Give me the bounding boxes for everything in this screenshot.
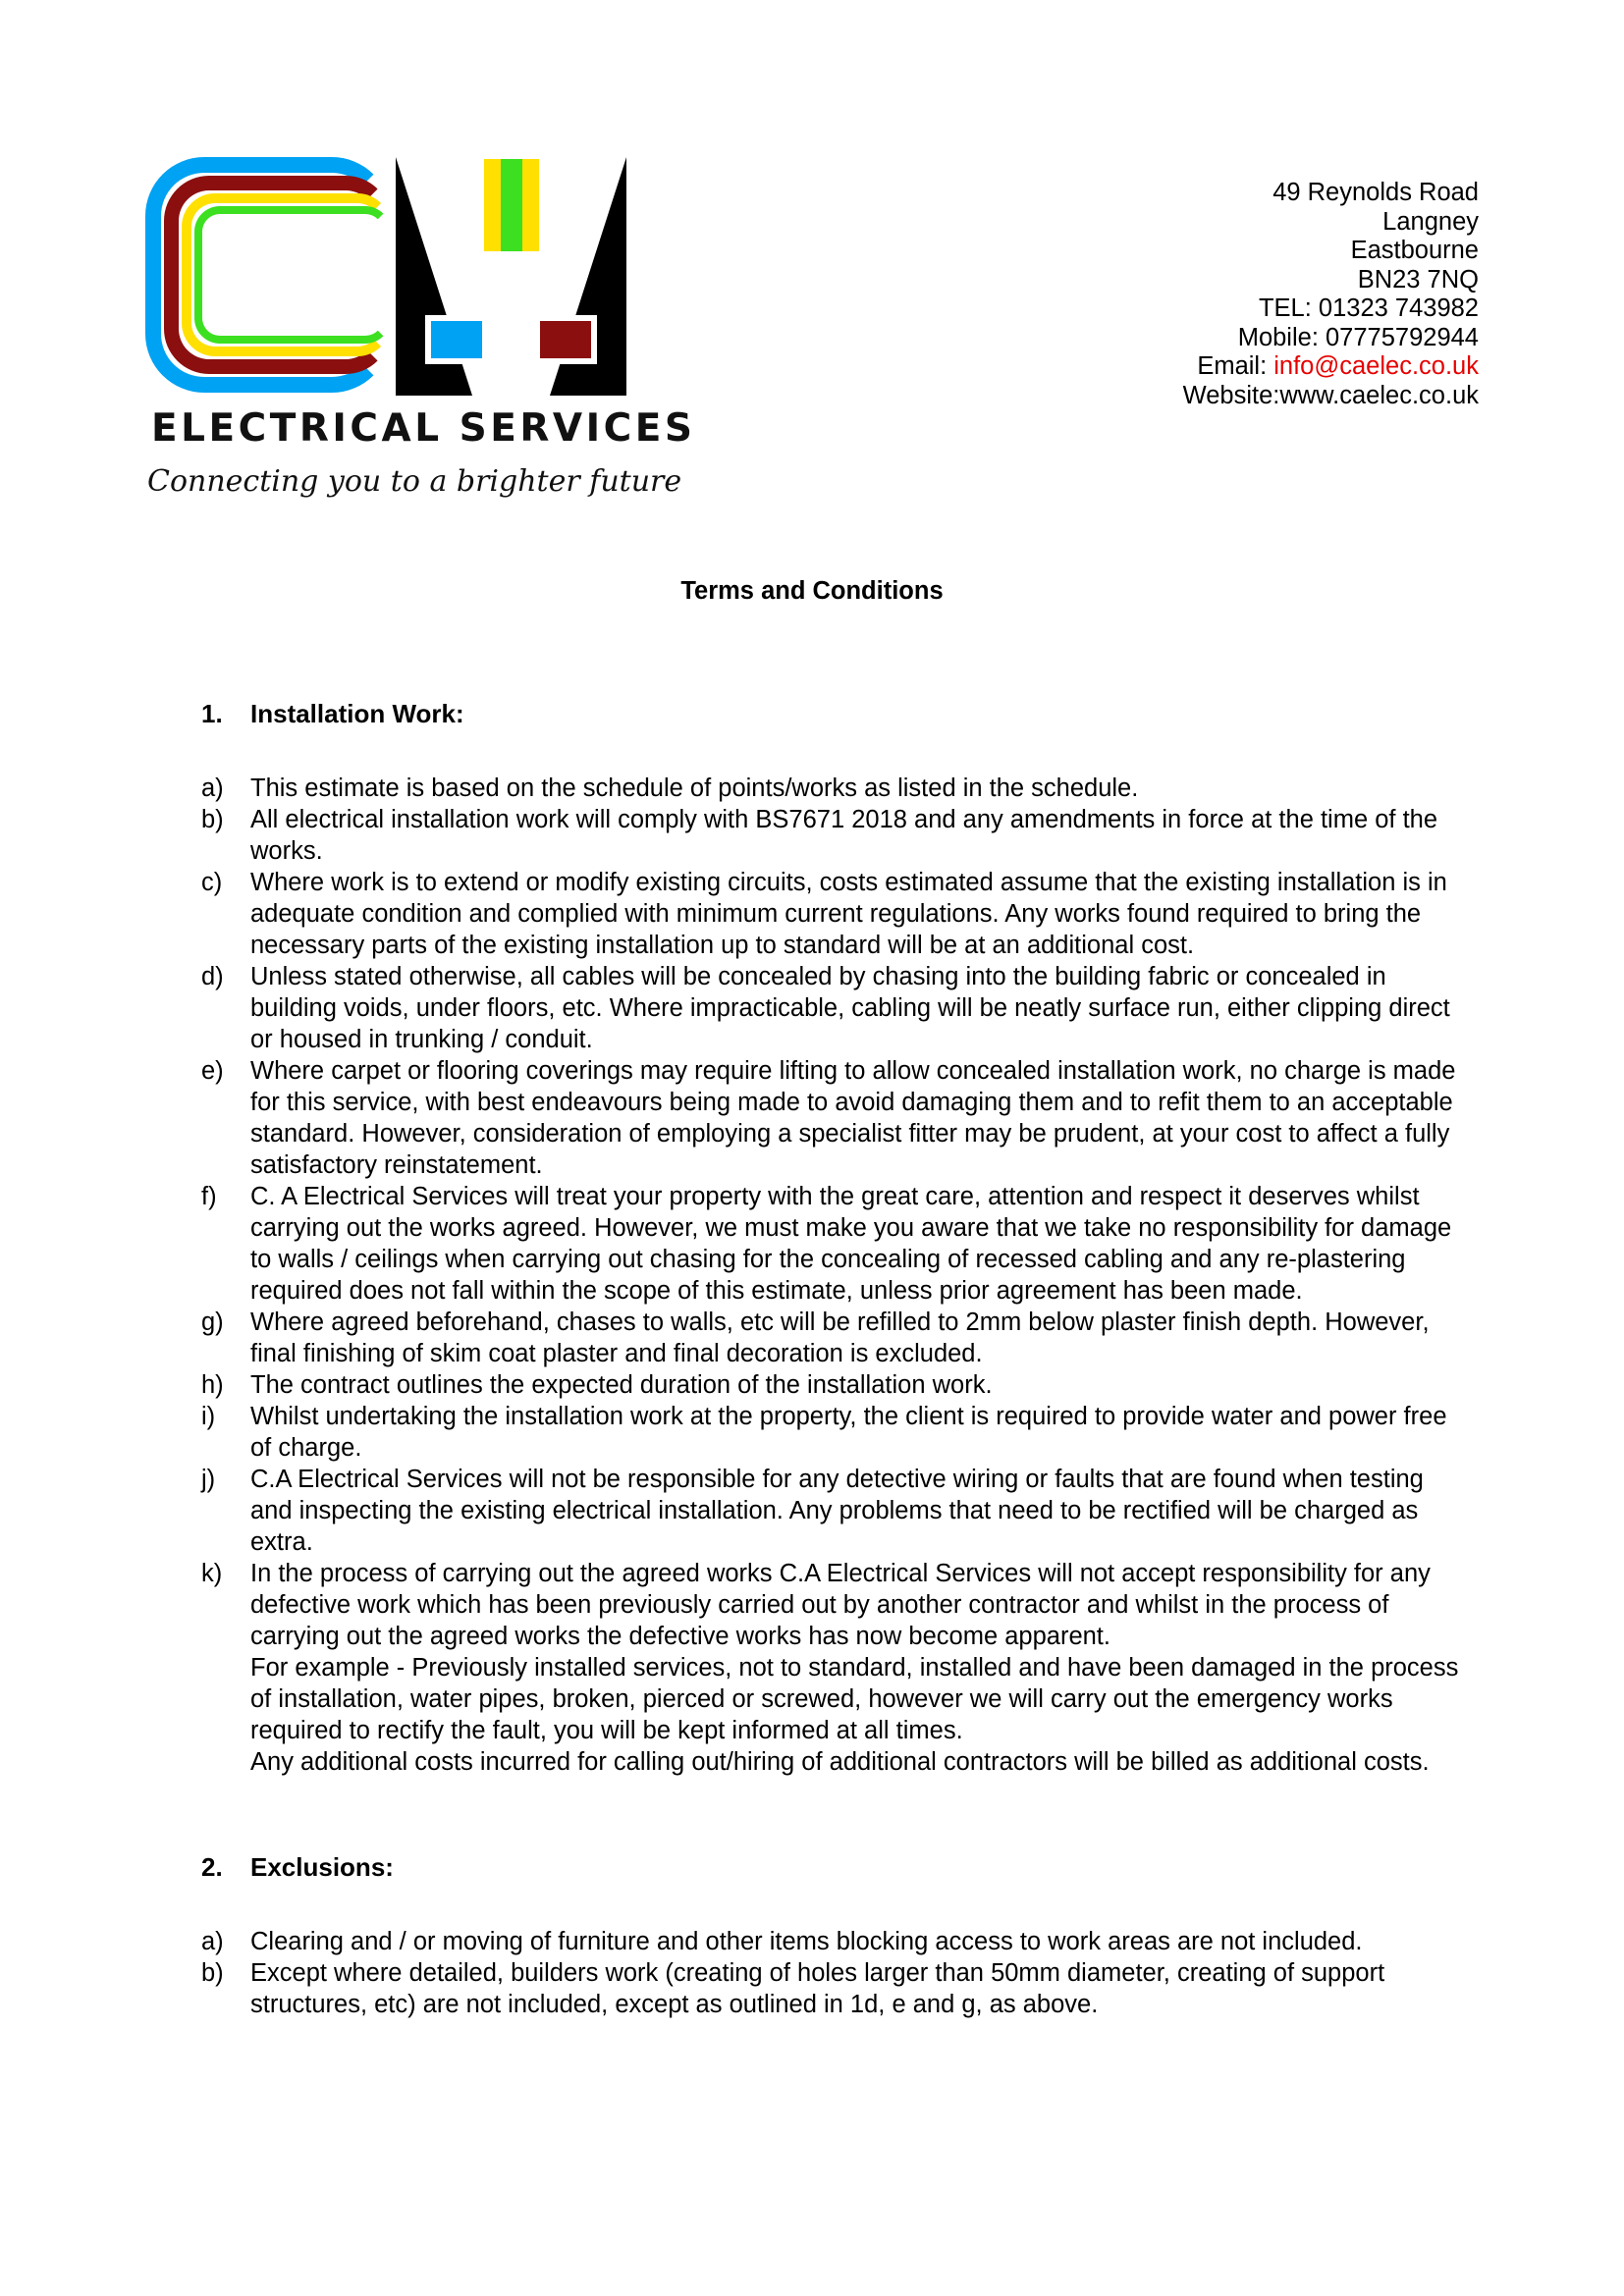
clause-paragraph: C.A Electrical Services will not be responsible for any detective wiring or faults that are found when testing and inspecting the existing electrical installation. Any problems that need to be rectified will be charged as extra.	[250, 1466, 1424, 1556]
clause-marker: e)	[201, 1057, 224, 1085]
company-logo	[145, 147, 754, 499]
section-spacer	[201, 1778, 1468, 1852]
clause-paragraph: All electrical installation work will comply with BS7671 2018 and any amendments in force at the time of the works.	[250, 806, 1438, 865]
mobile-number: Mobile: 07775792944	[1237, 323, 1479, 351]
logo-tagline: Connecting you to a brighter future	[147, 464, 682, 499]
clause-body	[250, 1558, 1468, 1778]
contact-details	[1183, 179, 1479, 410]
email-link[interactable]: info@caelec.co.uk	[1273, 352, 1479, 380]
clause-marker: k)	[201, 1560, 223, 1587]
clause-marker: b)	[201, 806, 224, 833]
clause-marker: j)	[201, 1466, 216, 1493]
clause-body	[250, 867, 1468, 961]
clause-item	[201, 1464, 1468, 1558]
clause-item	[201, 1369, 1468, 1401]
clause-paragraph: Clearing and / or moving of furniture and other items blocking access to work areas are not included.	[250, 1928, 1363, 1955]
clause-item	[201, 961, 1468, 1055]
clause-item	[201, 1957, 1468, 2020]
clause-paragraph: Where carpet or flooring coverings may require lifting to allow concealed installation work, no charge is made for this service, with best endeavours being made to avoid damaging them and to refit them to an acceptable standard. However, consideration of employing a specialist fitter may be prudent, at your cost to affect a fully satisfactory reinstatement.	[250, 1057, 1456, 1179]
clause-body	[250, 1401, 1468, 1464]
clause-item	[201, 1401, 1468, 1464]
clause-paragraph: Unless stated otherwise, all cables will be concealed by chasing into the building fabric or concealed in building voids, under floors, etc. Where impracticable, cabling will be neatly surface run, either clipping direct or housed in trunking / conduit.	[250, 963, 1450, 1053]
logo-mark-ca	[145, 147, 695, 393]
section	[201, 1852, 1468, 2020]
clause-marker: h)	[201, 1371, 224, 1399]
clause-paragraph: In the process of carrying out the agreed works C.A Electrical Services will not accept responsibility for any defective work which has been previously carried out by another contractor and whilst in the process of carrying out the agreed works the defective works has now become apparent.	[250, 1560, 1431, 1650]
clause-paragraph: The contract outlines the expected duration of the installation work.	[250, 1371, 993, 1399]
email-line	[1183, 352, 1479, 382]
clause-body	[250, 1055, 1468, 1181]
clause-item	[201, 804, 1468, 867]
clause-paragraph: Any additional costs incurred for calling out/hiring of additional contractors will be billed as additional costs.	[250, 1748, 1430, 1776]
logo-a-foot-block-blue	[425, 315, 488, 364]
clause-item	[201, 1181, 1468, 1307]
logo-a-notch	[482, 267, 541, 400]
section-number: 2.	[201, 1852, 223, 1882]
clause-paragraph: C. A Electrical Services will treat your property with the great care, attention and respect it deserves whilst carrying out the works agreed. However, we must make you aware that we take no responsibility for damage to walls / ceilings when carrying out chasing for the concealing of recessed cabling and any re-plastering required does not fall within the scope of this estimate, unless prior agreement has been made.	[250, 1183, 1452, 1305]
logo-letter-c-icon	[145, 157, 371, 393]
clause-body	[250, 804, 1468, 867]
clause-marker: i)	[201, 1403, 216, 1430]
website-line: Website:www.caelec.co.uk	[1182, 381, 1479, 409]
section-number: 1.	[201, 699, 223, 728]
section-heading	[201, 699, 1468, 729]
clause-paragraph: Except where detailed, builders work (creating of holes larger than 50mm diameter, creating of support structures, etc) are not included, except as outlined in 1d, e and g, as above.	[250, 1959, 1385, 2018]
clause-marker: d)	[201, 963, 224, 990]
address-postcode: BN23 7NQ	[1357, 265, 1479, 294]
clause-item	[201, 1926, 1468, 1957]
clause-marker: g)	[201, 1308, 224, 1336]
clause-body	[250, 1307, 1468, 1369]
address-line-2: Langney	[1382, 207, 1479, 236]
clause-marker: b)	[201, 1959, 224, 1987]
logo-letter-a-icon	[396, 157, 626, 396]
clause-item	[201, 773, 1468, 804]
section-title: Exclusions:	[250, 1852, 394, 1882]
email-label: Email:	[1197, 352, 1274, 380]
section	[201, 699, 1468, 1778]
sections-root	[201, 699, 1468, 2020]
letterhead-header	[0, 0, 1624, 530]
clause-body	[250, 1464, 1468, 1558]
logo-a-top-band-green	[501, 159, 522, 251]
logo-a-top-band-yellow	[479, 154, 544, 256]
clause-body	[250, 773, 1468, 804]
clause-paragraph: This estimate is based on the schedule of points/works as listed in the schedule.	[250, 774, 1139, 802]
logo-c-band-green	[194, 206, 391, 344]
clause-paragraph: Where agreed beforehand, chases to walls, etc will be refilled to 2mm below plaster finish depth. However, final finishing of skim coat plaster and final decoration is excluded.	[250, 1308, 1430, 1367]
logo-a-foot-block-darkred	[534, 315, 597, 364]
clause-body	[250, 1926, 1468, 1957]
address-line-1: 49 Reynolds Road	[1272, 179, 1479, 206]
clause-list	[201, 1926, 1468, 2020]
clause-item	[201, 1558, 1468, 1778]
logo-wordmark: ELECTRICAL SERVICES	[151, 406, 696, 451]
clause-item	[201, 867, 1468, 961]
clause-paragraph: Whilst undertaking the installation work at the property, the client is required to provide water and power free of charge.	[250, 1403, 1447, 1462]
clause-marker: f)	[201, 1183, 217, 1210]
clause-paragraph: For example - Previously installed services, not to standard, installed and have been damaged in the process of installation, water pipes, broken, pierced or screwed, however we will carry out the emergency works required to rectify the fault, you will be kept informed at all times.	[250, 1654, 1459, 1744]
section-heading	[201, 1852, 1468, 1883]
section-title: Installation Work:	[250, 699, 464, 728]
clause-marker: c)	[201, 869, 223, 896]
clause-body	[250, 961, 1468, 1055]
telephone-number: TEL: 01323 743982	[1258, 294, 1479, 322]
clause-body	[250, 1369, 1468, 1401]
clause-item	[201, 1055, 1468, 1181]
terms-content	[201, 699, 1468, 2020]
page-title: Terms and Conditions	[680, 577, 944, 605]
clause-list	[201, 773, 1468, 1778]
address-line-3: Eastbourne	[1350, 237, 1479, 264]
clause-marker: a)	[201, 774, 224, 802]
clause-paragraph: Where work is to extend or modify existing circuits, costs estimated assume that the existing installation is in adequate condition and complied with minimum current regulations. Any works found required to bring the necessary parts of the existing installation up to standard will be at an additional cost.	[250, 869, 1447, 959]
clause-body	[250, 1957, 1468, 2020]
clause-body	[250, 1181, 1468, 1307]
clause-marker: a)	[201, 1928, 224, 1955]
clause-item	[201, 1307, 1468, 1369]
